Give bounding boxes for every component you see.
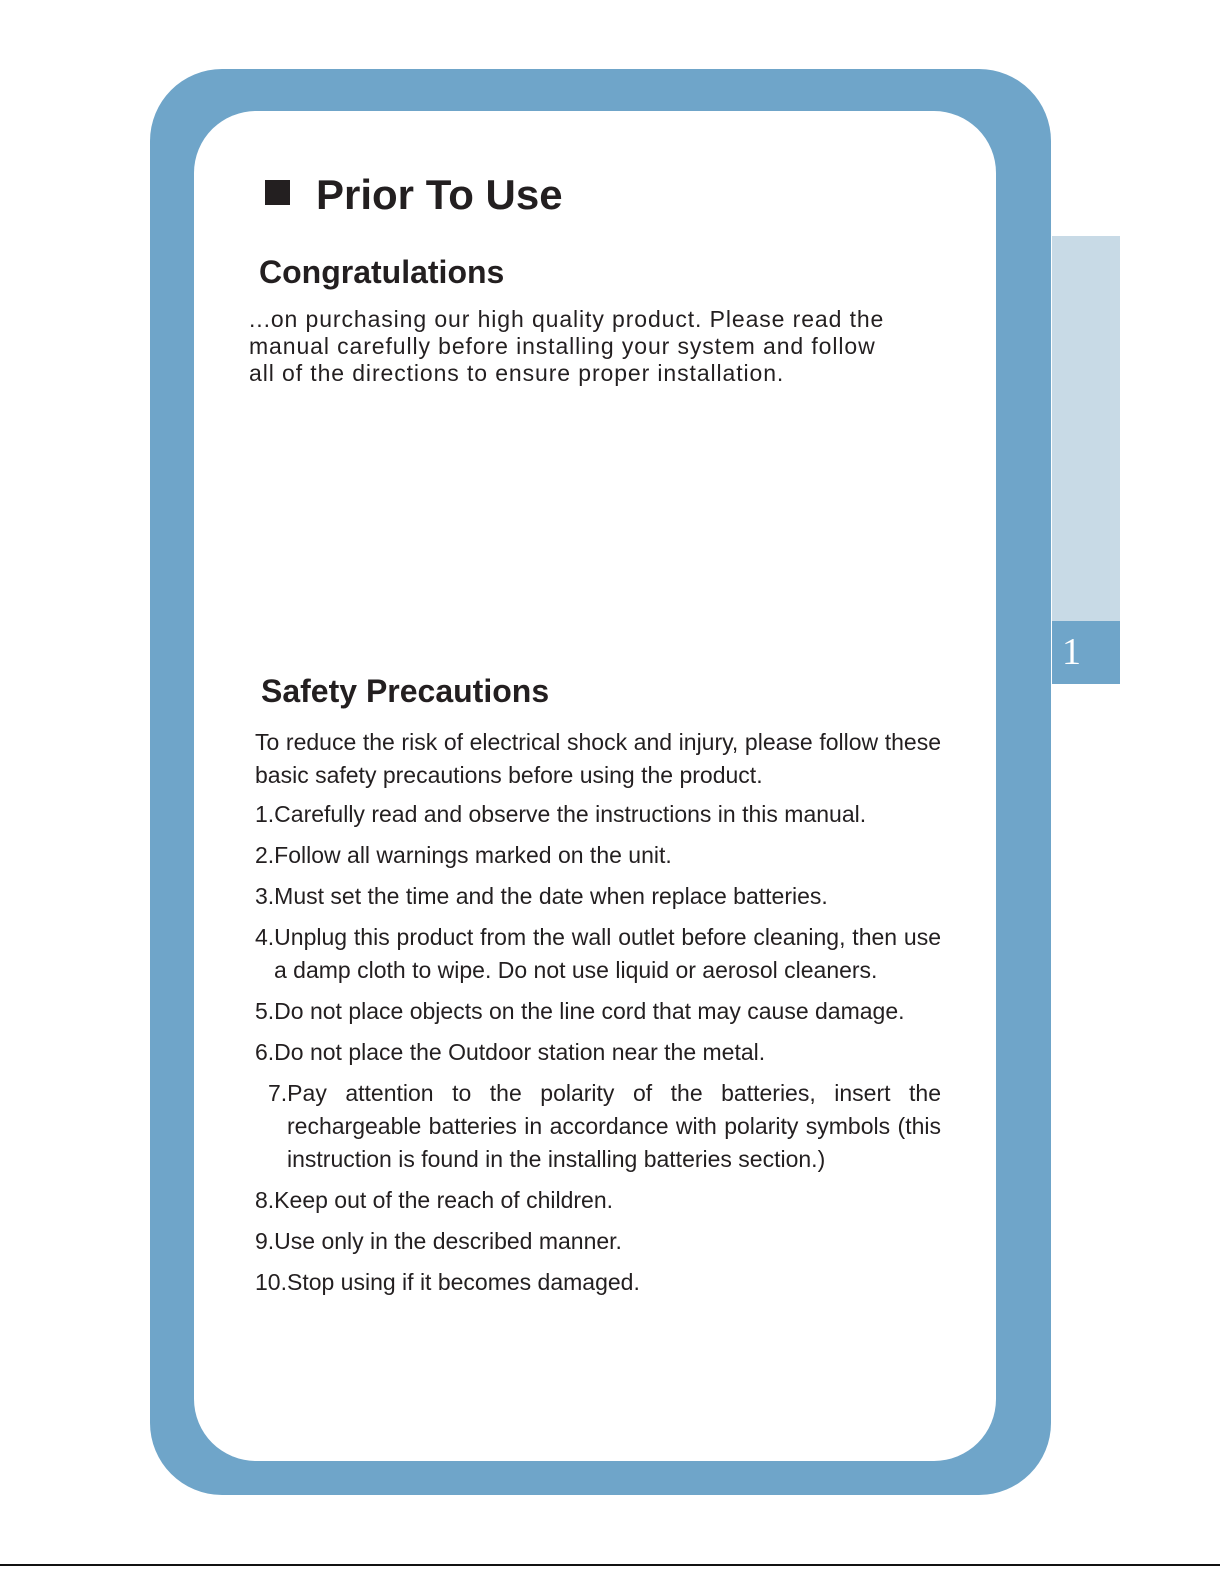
safety-item: 5.Do not place objects on the line cord that may cause damage. [255,998,905,1024]
congratulations-line: all of the directions to ensure proper installation. [249,360,785,386]
safety-intro: To reduce the risk of electrical shock and injury, please follow these basic safety precautions before using the product. [255,729,941,788]
safety-list [255,798,941,1307]
congratulations-line: manual carefully before installing your system and follow [249,333,876,359]
safety-item: 10.Stop using if it becomes damaged. [255,1269,640,1295]
safety-item: 2.Follow all warnings marked on the unit. [255,842,672,868]
bottom-rule [0,1564,1220,1566]
safety-item: 9.Use only in the described manner. [255,1228,622,1254]
congratulations-line: ...on purchasing our high quality product. Please read the [249,306,885,332]
safety-item: 6.Do not place the Outdoor station near the metal. [255,1039,766,1065]
page-number: 1 [1062,631,1081,673]
title-bullet-icon [265,180,290,205]
side-tab [1052,236,1120,621]
safety-item: 7.Pay attention to the polarity of the batteries, insert the rechargeable batteries in accordance with polarity symbols (this instruction is found in the installing batteries section.) [268,1080,941,1172]
page-title: Prior To Use [316,171,563,218]
safety-item: 8.Keep out of the reach of children. [255,1187,614,1213]
safety-heading: Safety Precautions [261,673,550,709]
congratulations-heading: Congratulations [259,254,505,290]
congratulations-text [249,306,949,387]
safety-item: 4.Unplug this product from the wall outlet before cleaning, then use a damp cloth to wipe. Do not use liquid or aerosol cleaners. [255,924,941,983]
safety-item: 3.Must set the time and the date when replace batteries. [255,883,828,909]
safety-item: 1.Carefully read and observe the instructions in this manual. [255,801,867,827]
